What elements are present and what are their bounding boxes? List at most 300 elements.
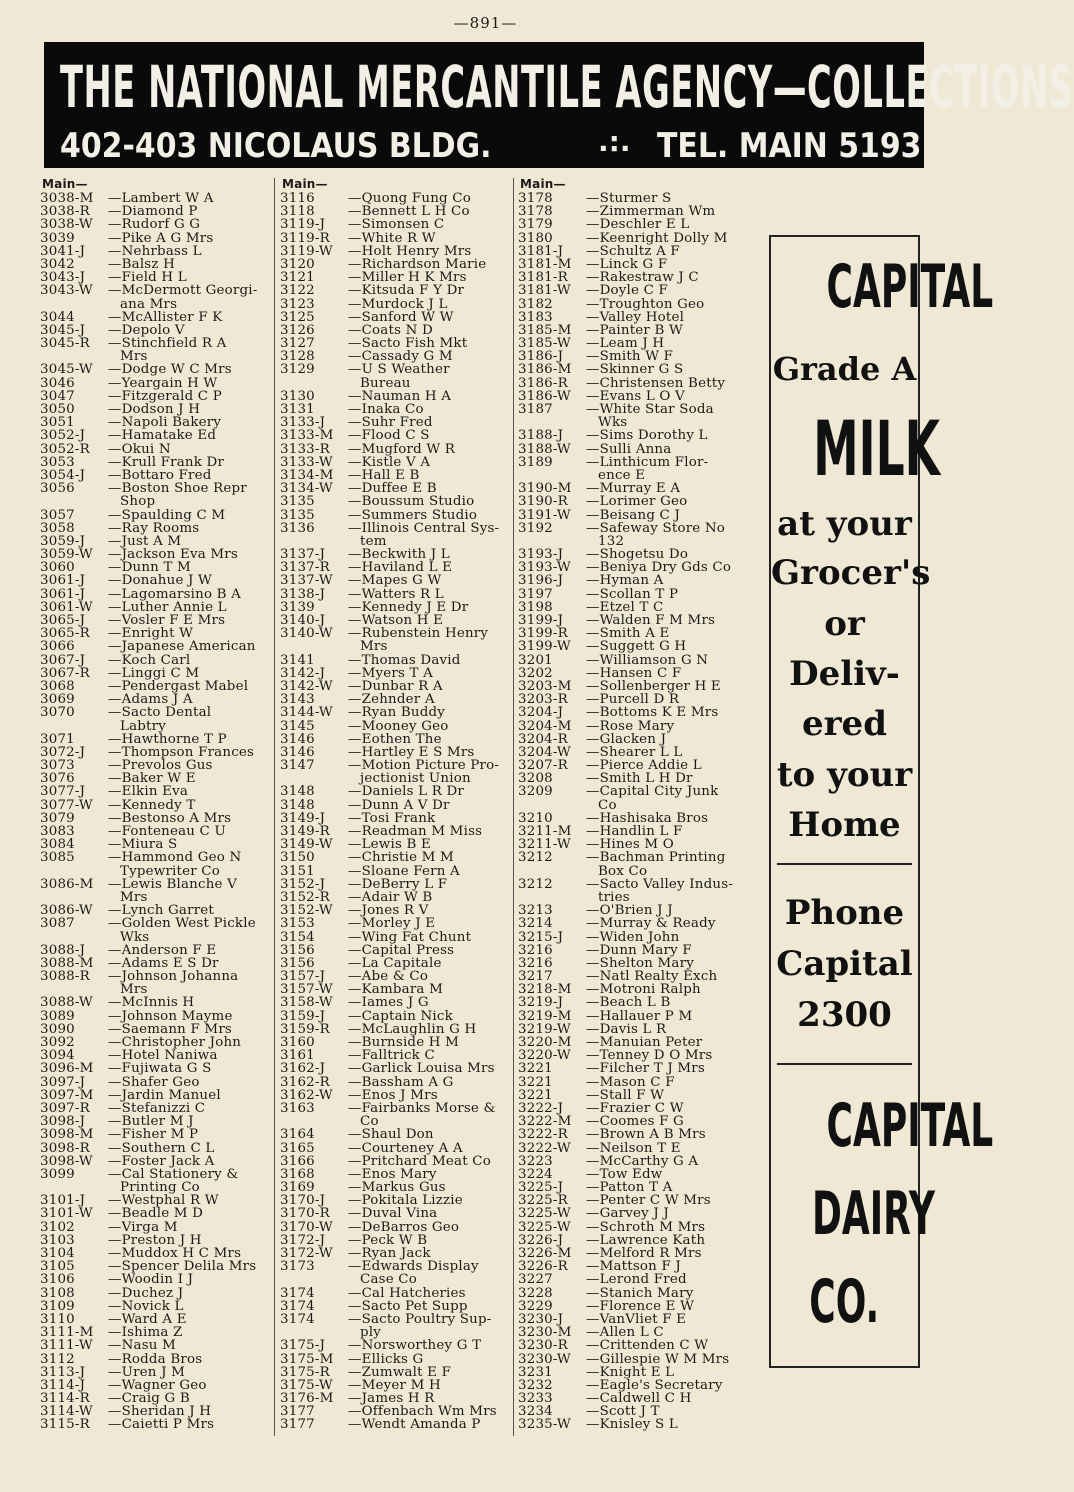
phone-number: 3068 [40, 678, 75, 694]
listing-name: —Bachman Printing [586, 850, 726, 866]
phone-number: 3177 [280, 1417, 315, 1433]
listing-name: —Stefanizzi C [108, 1100, 206, 1116]
listing-row [280, 1418, 512, 1431]
phone-number: 3038-W [40, 217, 93, 233]
listing-name: —Deschler E L [586, 217, 690, 233]
phone-number: 3085 [40, 850, 75, 866]
listing-name: —Sollenberger H E [586, 678, 721, 694]
listing-name: —Pierce Addie L [586, 758, 702, 774]
listing-name-continuation: Case Co [360, 1272, 417, 1288]
listing-row [518, 1155, 768, 1168]
listing-row [518, 1366, 768, 1379]
ad-company-3: CO. [809, 1267, 880, 1337]
listing-name: —Field H L [108, 270, 187, 286]
listing-name: —Zumwalt E F [348, 1364, 452, 1380]
listing-name: —Motroni Ralph [586, 982, 701, 998]
phone-number: 3057 [40, 507, 75, 523]
phone-number: 3187 [518, 402, 553, 417]
ad-product: MILK [813, 404, 940, 493]
listing-row [518, 429, 768, 442]
listing-row [40, 482, 272, 495]
phone-number: 3114-W [40, 1404, 93, 1420]
phone-number: 3219-J [518, 995, 564, 1011]
listing-row [518, 944, 768, 957]
phone-number: 3067-R [40, 665, 90, 681]
listing-name: —Donahue J W [108, 573, 213, 589]
listing-name: —Kennedy T [108, 797, 196, 813]
phone-number: 3067-J [40, 652, 86, 668]
listing-name: —Falltrick C [348, 1048, 435, 1064]
ad-line-2: Grocer's [771, 553, 931, 593]
listing-row [40, 878, 272, 891]
phone-number: 3157-W [280, 982, 333, 998]
listing-row [518, 443, 768, 456]
phone-number: 3160 [280, 1035, 315, 1050]
phone-number: 3190-M [518, 481, 572, 497]
listing-name: —Saemann F Mrs [108, 1021, 232, 1037]
listing-name: —Enos Mary [348, 1166, 437, 1182]
listing-name: —Virga M [108, 1219, 178, 1235]
phone-number: 3162-W [280, 1087, 333, 1103]
listing-name: —Enos J Mrs [348, 1087, 438, 1103]
listing-row [518, 298, 768, 311]
ad-line-6: to your [776, 755, 913, 795]
listing-name: —Tow Edw [586, 1166, 663, 1182]
listing-name: —Shearer L L [586, 744, 683, 760]
phone-number: 3196-J [518, 573, 564, 589]
listing-name: —Pendergast Mabel [108, 678, 249, 694]
listing-row [40, 1155, 272, 1168]
listing-name: —Offenbach Wm Mrs [348, 1404, 497, 1420]
listing-row [40, 311, 272, 324]
ad-line-7: Home [788, 805, 901, 845]
phone-number: 3169 [280, 1180, 315, 1196]
directory-column-2 [280, 178, 512, 1432]
phone-number: 3199-W [518, 639, 571, 655]
listing-row [518, 996, 768, 1009]
phone-number: 3047 [40, 388, 75, 404]
listing-name-continuation: ence E [598, 467, 646, 483]
phone-number: 3190-R [518, 494, 568, 510]
listing-name: —La Capitale [348, 955, 442, 971]
listing-name: —Hamatake Ed [108, 428, 217, 444]
listing-row [40, 429, 272, 442]
phone-number: 3133-R [280, 441, 330, 457]
listing-name: —Peck W B [348, 1232, 428, 1248]
directory-column-3 [518, 178, 768, 1432]
phone-number: 3135 [280, 507, 315, 523]
ad-divider [777, 1063, 912, 1065]
phone-number: 3126 [280, 322, 315, 338]
listing-name: —Linggi C M [108, 665, 200, 681]
phone-number: 3043-J [40, 270, 86, 286]
listing-name: —Coats N D [348, 322, 433, 338]
listing-name: —Schultz A F [586, 243, 680, 259]
listing-name: —McLaughlin G H [348, 1021, 477, 1037]
phone-number: 3061-J [40, 586, 86, 602]
listing-name: —Schroth M Mrs [586, 1219, 706, 1235]
listing-name: —Nauman H A [348, 388, 452, 404]
listing-name: —Myers T A [348, 665, 433, 681]
phone-number: 3234 [518, 1404, 553, 1420]
listing-row [40, 970, 272, 983]
phone-number: 3161 [280, 1048, 315, 1064]
listing-name: —Holt Henry Mrs [348, 243, 472, 259]
phone-number: 3087 [40, 916, 75, 932]
phone-number: 3053 [40, 454, 75, 470]
listing-name-continuation: Wks [598, 415, 628, 431]
phone-number: 3159-J [280, 1008, 326, 1024]
listing-row [280, 232, 512, 245]
listing-name: —Boston Shoe Repr [108, 481, 247, 497]
listing-name: —Cal Hatcheries [348, 1285, 466, 1301]
listing-name: —Spaulding C M [108, 507, 226, 523]
listing-name: —Evans L O V [586, 388, 685, 404]
listing-name: —Shogetsu Do [586, 547, 689, 563]
banner-address: 402-403 NICOLAUS BLDG. [60, 126, 492, 166]
listing-name: —Inaka Co [348, 402, 424, 417]
phone-number: 3147 [280, 758, 315, 774]
listing-name: —Pokitala Lizzie [348, 1193, 463, 1209]
listing-name: —Koch Carl [108, 652, 191, 668]
phone-number: 3173 [280, 1259, 315, 1275]
listing-row [280, 1287, 512, 1300]
listing-row [280, 1273, 512, 1286]
listing-row [518, 720, 768, 733]
phone-number: 3119-R [280, 230, 330, 246]
listing-name-continuation: Co [598, 797, 617, 813]
phone-number: 3212 [518, 876, 553, 892]
listing-row [518, 1287, 768, 1300]
listing-name: —Wendt Amanda P [348, 1417, 481, 1433]
listing-row [518, 1339, 768, 1352]
listing-name: —Ray Rooms [108, 520, 200, 536]
phone-number: 3065-J [40, 613, 86, 628]
listing-name: —Luther Annie L [108, 599, 227, 615]
phone-number: 3199-J [518, 613, 564, 628]
ad-divider [777, 863, 912, 865]
listing-name: —Nasu M [108, 1338, 176, 1354]
column-heading: Main— [42, 177, 88, 191]
listing-name-continuation: ana Mrs [120, 296, 178, 312]
listing-name: —Skinner G S [586, 362, 684, 378]
listing-name: —Duffee E B [348, 481, 437, 497]
phone-number: 3226-J [518, 1232, 564, 1248]
page-number: —891— [453, 14, 518, 32]
phone-number: 3122 [280, 283, 315, 299]
listing-name: —Ryan Buddy [348, 705, 446, 721]
phone-number: 3128 [280, 349, 315, 365]
listing-name: —Burnside H M [348, 1035, 460, 1050]
phone-number: 3156 [280, 955, 315, 971]
phone-number: 3222-R [518, 1127, 568, 1143]
listing-name: —Illinois Central Sys- [348, 520, 500, 536]
listing-name: —Enright W [108, 626, 194, 642]
listing-name: —Lewis Blanche V [108, 876, 237, 892]
phone-number: 3204-W [518, 744, 571, 760]
phone-number: 3170-W [280, 1219, 333, 1235]
listing-name: —Hartley E S Mrs [348, 744, 475, 760]
listing-name: —Sacto Fish Mkt [348, 336, 468, 352]
listing-name: —Daniels L R Dr [348, 784, 464, 800]
listing-name: —Mooney Geo [348, 718, 449, 734]
phone-number: 3088-M [40, 955, 94, 971]
phone-number: 3061-W [40, 599, 93, 615]
listing-name: —DeBarros Geo [348, 1219, 460, 1235]
phone-number: 3106 [40, 1272, 75, 1288]
phone-number: 3209 [518, 784, 553, 800]
listing-row [40, 456, 272, 469]
listing-row [40, 245, 272, 258]
listing-name: —Sims Dorothy L [586, 428, 708, 444]
listing-row [280, 443, 512, 456]
listing-name: —Lagomarsino B A [108, 586, 242, 602]
listing-row [40, 218, 272, 231]
listing-name: —Fujiwata G S [108, 1061, 212, 1077]
phone-number: 3218-M [518, 982, 572, 998]
listing-name: —Williamson G N [586, 652, 709, 668]
listing-name: —Thompson Frances [108, 744, 255, 760]
listing-row [40, 1221, 272, 1234]
phone-number: 3045-W [40, 362, 93, 378]
phone-number: 3052-J [40, 428, 86, 444]
phone-number: 3076 [40, 771, 75, 787]
listing-name: —Fisher M P [108, 1127, 199, 1143]
listing-row [518, 865, 768, 878]
listing-row [40, 720, 272, 733]
listing-name: —Ishima Z [108, 1325, 183, 1341]
listing-row [518, 574, 768, 587]
listing-row [40, 377, 272, 390]
listing-row [280, 1062, 512, 1075]
phone-number: 3131 [280, 402, 315, 417]
listing-name-continuation: jectionist Union [360, 771, 471, 787]
listing-row [518, 456, 768, 469]
listing-name: —Balsz H [108, 256, 175, 272]
phone-number: 3193-J [518, 547, 564, 563]
phone-number: 3230-J [518, 1311, 564, 1327]
listing-row [40, 851, 272, 864]
listing-name: —Napoli Bakery [108, 415, 222, 431]
listing-row [518, 245, 768, 258]
listing-row [40, 865, 272, 878]
listing-row [280, 640, 512, 653]
listing-row [40, 1366, 272, 1379]
listing-name: —Kistle V A [348, 454, 431, 470]
phone-number: 3083 [40, 824, 75, 839]
listing-name: —Iames J G [348, 995, 429, 1011]
phone-number: 3123 [280, 296, 315, 312]
listing-name: —Frazier C W [586, 1100, 684, 1116]
phone-number: 3232 [518, 1377, 553, 1393]
phone-number: 3127 [280, 336, 315, 352]
phone-number: 3204-J [518, 705, 564, 721]
listing-name: —Adams J A [108, 692, 193, 708]
listing-name: —Linthicum Flor- [586, 454, 709, 470]
phone-number: 3186-W [518, 388, 571, 404]
listing-name: —Doyle C F [586, 283, 669, 299]
phone-number: 3170-J [280, 1193, 326, 1209]
listing-name: —Just A M [108, 533, 182, 549]
phone-number: 3193-W [518, 560, 571, 576]
listing-name: —Dunbar R A [348, 678, 443, 694]
phone-number: 3101-J [40, 1193, 86, 1209]
listing-row [518, 1128, 768, 1141]
listing-row [280, 1076, 512, 1089]
phone-number: 3097-R [40, 1100, 90, 1116]
phone-number: 3059-W [40, 547, 93, 563]
listing-row [518, 706, 768, 719]
phone-number: 3134-M [280, 467, 334, 483]
listing-row [40, 1089, 272, 1102]
phone-number: 3201 [518, 652, 553, 668]
phone-number: 3230-W [518, 1351, 571, 1367]
phone-number: 3186-R [518, 375, 568, 391]
listing-name-continuation: Shop [120, 494, 156, 510]
listing-row [40, 785, 272, 798]
phone-number: 3142-J [280, 665, 326, 681]
listing-row [40, 363, 272, 376]
phone-number: 3134-W [280, 481, 333, 497]
listing-name: —Smith A E [586, 626, 670, 642]
listing-name: —Edwards Display [348, 1259, 479, 1275]
phone-number: 3114-J [40, 1377, 86, 1393]
listing-row [280, 298, 512, 311]
phone-number: 3208 [518, 771, 553, 787]
phone-number: 3186-J [518, 349, 564, 365]
listing-name: —Kambara M [348, 982, 443, 998]
phone-number: 3219-M [518, 1008, 572, 1024]
phone-number: 3197 [518, 586, 553, 602]
listing-name-continuation: Typewriter Co [120, 863, 221, 879]
listing-name: —Beadle M D [108, 1206, 204, 1222]
listing-name: —Fonteneau C U [108, 824, 226, 839]
phone-number: 3105 [40, 1259, 75, 1275]
listing-name: —Purcell D R [586, 692, 680, 708]
phone-number: 3071 [40, 731, 75, 747]
listing-name: —Christopher John [108, 1035, 242, 1050]
listing-name: —Zehnder A [348, 692, 435, 708]
listing-name: —McInnis H [108, 995, 195, 1011]
ad-phone-exchange: Capital [776, 944, 913, 984]
phone-number: 3137-J [280, 547, 326, 563]
phone-number: 3221 [518, 1074, 553, 1090]
listing-name: —Pike A G Mrs [108, 230, 214, 246]
listing-name: —Lorimer Geo [586, 494, 688, 510]
listing-row [280, 509, 512, 522]
phone-number: 3181-M [518, 256, 572, 272]
phone-number: 3185-M [518, 322, 572, 338]
listing-row [40, 1287, 272, 1300]
listing-row [40, 654, 272, 667]
phone-number: 3129 [280, 362, 315, 378]
phone-number: 3120 [280, 256, 315, 272]
phone-number: 3225-W [518, 1219, 571, 1235]
listing-row [518, 1221, 768, 1234]
listing-row [280, 944, 512, 957]
phone-number: 3225-W [518, 1206, 571, 1222]
listing-row [40, 1339, 272, 1352]
listing-row [280, 996, 512, 1009]
listing-name: —Dunn A V Dr [348, 797, 450, 813]
listing-name: —Filcher T J Mrs [586, 1061, 705, 1077]
phone-number: 3115-R [40, 1417, 90, 1433]
listing-row [280, 706, 512, 719]
listing-row [40, 574, 272, 587]
listing-name: —Japanese American [108, 639, 256, 655]
phone-number: 3045-R [40, 336, 90, 352]
phone-number: 3175-J [280, 1338, 326, 1354]
phone-number: 3157-J [280, 969, 326, 985]
listing-name: —Golden West Pickle [108, 916, 256, 932]
listing-row [40, 588, 272, 601]
listing-row [518, 733, 768, 746]
listing-name: —Woodin I J [108, 1272, 194, 1288]
listing-name: —Lawrence Kath [586, 1232, 706, 1248]
listing-row [280, 931, 512, 944]
listing-name: —Sulli Anna [586, 441, 672, 457]
phone-number: 3168 [280, 1166, 315, 1182]
listing-name: —Vosler F E Mrs [108, 613, 226, 628]
phone-number: 3162-R [280, 1074, 330, 1090]
listing-name: —Simonsen C [348, 217, 445, 233]
phone-number: 3164 [280, 1127, 315, 1143]
phone-number: 3212 [518, 850, 553, 866]
phone-number: 3230-M [518, 1325, 572, 1341]
listing-name: —Abe & Co [348, 969, 429, 985]
phone-number: 3203-R [518, 692, 568, 708]
phone-number: 3079 [40, 810, 75, 826]
phone-number: 3096-M [40, 1061, 94, 1077]
listing-name: —Troughton Geo [586, 296, 705, 312]
phone-number: 3143 [280, 692, 315, 708]
listing-name: —Spencer Delila Mrs [108, 1259, 257, 1275]
listing-row [40, 1010, 272, 1023]
listing-name: —Crittenden C W [586, 1338, 709, 1354]
ad-line-3: or [824, 604, 865, 644]
phone-number: 3186-M [518, 362, 572, 378]
phone-number: 3065-R [40, 626, 90, 642]
listing-name: —Southern C L [108, 1140, 215, 1156]
listing-name: —Hyman A [586, 573, 664, 589]
phone-number: 3174 [280, 1298, 315, 1314]
listing-name: —Jackson Eva Mrs [108, 547, 238, 563]
phone-number: 3099 [40, 1166, 75, 1182]
listing-name: —Fairbanks Morse & [348, 1100, 496, 1116]
listing-name: —Markus Gus [348, 1180, 446, 1196]
listing-name: —Smith L H Dr [586, 771, 693, 787]
phone-number: 3152-R [280, 889, 330, 905]
listing-name: —Dunn T M [108, 560, 191, 576]
listing-row [40, 667, 272, 680]
phone-number: 3163 [280, 1100, 315, 1116]
listing-name: —Knight E L [586, 1364, 675, 1380]
listing-name: —Miller H K Mrs [348, 270, 467, 286]
listing-name: —Coomes F G [586, 1114, 684, 1130]
phone-number: 3227 [518, 1272, 553, 1288]
banner-telephone: TEL. MAIN 5193 [657, 126, 922, 166]
listing-name: —Smith W F [586, 349, 674, 365]
listing-row [280, 1142, 512, 1155]
listing-name: —Melford R Mrs [586, 1246, 702, 1261]
phone-number: 3165 [280, 1140, 315, 1156]
listing-row [40, 706, 272, 719]
listing-row [518, 232, 768, 245]
listing-name: —Craig G B [108, 1391, 190, 1407]
listing-name: —Shaul Don [348, 1127, 434, 1143]
listing-name: —Fitzgerald C P [108, 388, 222, 404]
phone-number: 3220-M [518, 1035, 572, 1050]
